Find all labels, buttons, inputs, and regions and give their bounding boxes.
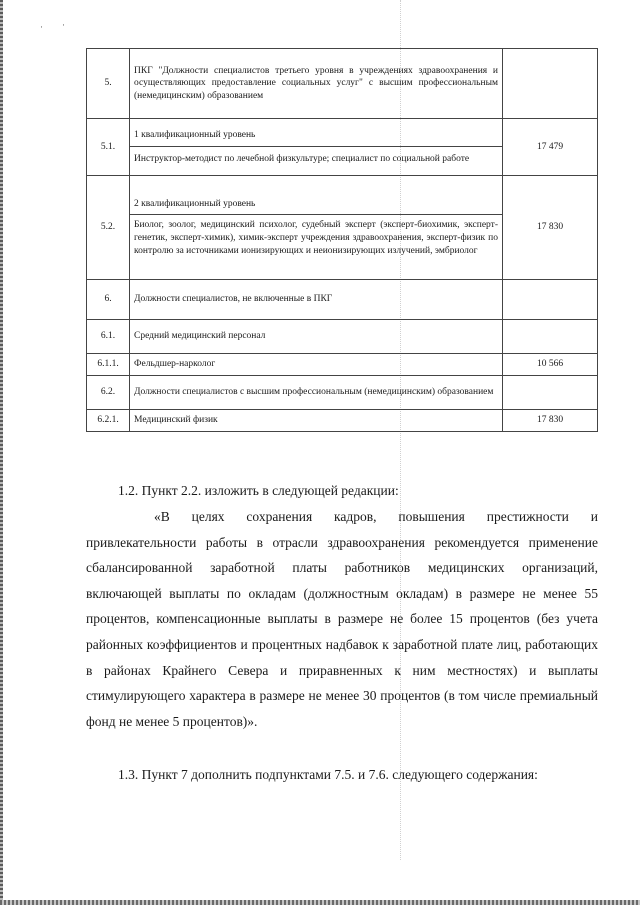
scan-edge-bottom [0,900,640,905]
row-number: 6.2. [87,376,130,410]
table-row [87,119,598,176]
row-number: 5.2. [87,176,130,280]
scan-speck: · [40,22,43,32]
row-description: Медицинский физик [130,410,503,432]
row-number: 6.1.1. [87,354,130,376]
row-salary: 10 566 [503,354,598,376]
paragraph-1-2: 1.2. Пункт 2.2. изложить в следующей редакции: [118,483,399,498]
row-number: 5.1. [87,119,130,176]
row-description: Должности специалистов, не включенные в ПКГ [130,280,503,320]
row-description-text: Инструктор-методист по лечебной физкультуре; специалист по социальной работе [134,153,470,164]
qualification-level-heading: 2 квалификационный уровень [130,196,502,216]
scan-speck: · [62,20,65,30]
table-row [87,320,598,354]
row-description: Фельдшер-нарколог [130,354,503,376]
row-description: Средний медицинский персонал [130,320,503,354]
row-salary [503,49,598,119]
row-description [130,119,503,176]
row-description-text: Биолог, зоолог, медицинский психолог, судебный эксперт (эксперт-биохимик, эксперт-генетик, эксперт-химик), химик-эксперт учреждения здравоохранения, эксперт-физик по контролю за источниками ионизирующих и неионизирующих излучений, эмбриолог [134,220,498,256]
table-row [87,49,598,119]
row-salary: 17 830 [503,176,598,280]
scan-edge-left [0,0,3,905]
row-number: 6. [87,280,130,320]
row-salary [503,320,598,354]
row-salary: 17 479 [503,119,598,176]
row-number: 6.1. [87,320,130,354]
row-description: Должности специалистов с высшим профессиональным (немедицинским) образованием [130,376,503,410]
row-number: 6.2.1. [87,410,130,432]
qualification-level-heading: 1 квалификационный уровень [130,127,502,147]
paragraph-quoted-text: «В целях сохранения кадров, повышения престижности и привлекательности работы в отрасли здравоохранения рекомендуется применение сбалансированной заработной платы работников медицинских организаций, включающей выплаты по окладам (должностным окладам) в размере не менее 55 процентов, компенсационные выплаты в размере не более 15 процентов (без учета районных коэффициентов и процентных надбавок к заработной плате лиц, работающих в районах Крайнего Севера и приравненных к ним местностях) и выплаты стимулирующего характера в размере не менее 30 процентов (в том числе премиальный фонд не менее 5 процентов)». [86,509,598,729]
row-description [130,176,503,280]
salary-table [86,48,598,432]
row-salary [503,376,598,410]
row-salary [503,280,598,320]
row-description: ПКГ "Должности специалистов третьего уровня в учреждениях здравоохранения и осуществляющих предоставление социальных услуг" с высшим профессиональным (немедицинским) образованием [130,49,503,119]
table-row [87,410,598,432]
paragraph-1-3: 1.3. Пункт 7 дополнить подпунктами 7.5. и 7.6. следующего содержания: [118,767,538,782]
table-row [87,354,598,376]
row-salary: 17 830 [503,410,598,432]
table-row [87,280,598,320]
table-row [87,376,598,410]
row-number: 5. [87,49,130,119]
table-row [87,176,598,280]
